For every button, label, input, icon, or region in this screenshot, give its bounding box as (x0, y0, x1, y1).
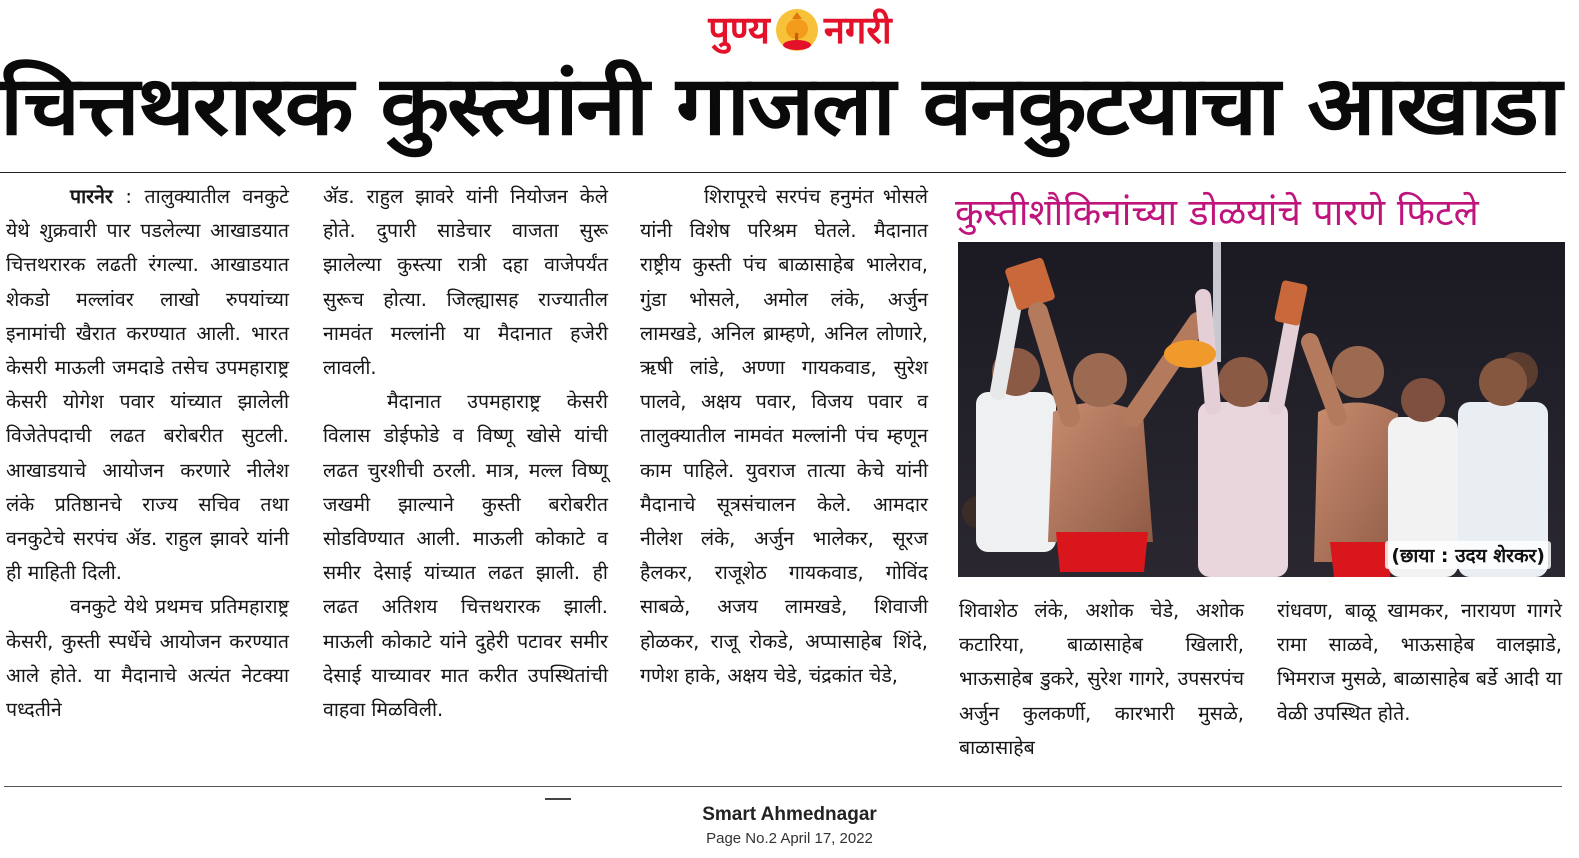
paragraph: : तालुक्यातील वनकुटे येथे शुक्रवारी पार पडलेल्या आखाडयात चित्तथरारक लढती रंगल्या. आखाडयात शेकडो मल्लांवर लाखो रुपयांच्या इनामांची खैरात करण्यात आली. भारत केसरी माऊली जमदाडे तसेच उपमहाराष्ट्र केसरी योगेश पवार यांच्यात झालेली विजेतेपदाची लढत बरोबरीत सुटली. आखाडयाचे आयोजन करणारे नीलेश लंके प्रतिष्ठानचे राज्य सचिव तथा वनकुटेचे सरपंच ॲड. राहुल झावरे यांनी ही माहिती दिली. (6, 185, 289, 585)
paragraph: शिरापूरचे सरपंच हनुमंत भोसले यांनी विशेष परिश्रम घेतले. मैदानात राष्ट्रीय कुस्ती पंच बाळासाहेब भालेराव, गुंडा भोसले, अमोल लंके, अर्जुन लामखडे, अनिल ब्राम्हणे, अनिल लोणारे, ऋषी लांडे, अण्णा गायकवाड, सुरेश पालवे, अक्षय पवार, विजय पवार व तालुक्यातील नामवंत मल्लांनी पंच म्हणून काम पाहिले. युवराज तात्या केचे यांनी मैदानाचे सूत्रसंचालन केले. आमदार नीलेश लंके, अर्जुन भालेकर, सूरज हैलकर, राजूशेठ गायकवाड, गोविंद साबळे, अजय लामखडे, शिवाजी होळकर, राजू रोकडे, अप्पासाहेब शिंदे, गणेश हाके, अक्षय चेडे, चंद्रकांत चेडे, (640, 185, 928, 687)
paragraph: शिवाशेठ लंके, अशोक चेडे, अशोक कटारिया, बाळासाहेब खिलारी, भाऊसाहेब डुकरे, सुरेश गागरे, उपसरपंच अर्जुन कुलकर्णी, कारभारी मुसळे, बाळासाहेब (959, 599, 1244, 759)
masthead-left-text: पुण्य (708, 8, 770, 52)
paragraph: मैदानात उपमहाराष्ट्र केसरी विलास डोईफोडे व विष्णू खोसे यांची लढत चुरशीची ठरली. मात्र, मल्ल विष्णू जखमी झाल्याने कुस्ती बरोबरीत सोडविण्यात आली. माऊली कोकाटे व समीर देसाई यांच्यात लढत झाली. ही लढत अतिशय चित्तथरारक झाली. माऊली कोकाटे यांने दुहेरी पटावर समीर देसाई याच्यावर मात करीत उपस्थितांची वाहवा मिळविली. (323, 390, 608, 722)
footer-short-rule (545, 798, 571, 800)
article-column-2 (323, 180, 608, 727)
headline: चित्तथरारक कुस्त्यांनी गाजला वनकुटयाचा आखाडा (0, 59, 1560, 154)
paragraph: रांधवण, बाळू खामकर, नारायण गागरे रामा साळवे, भाऊसाहेब वालझाडे, भिमराज मुसळे, बाळासाहेब बर्डे आदी या वेळी उपस्थित होते. (1277, 599, 1562, 725)
photo-credit: (छाया : उदय शेरकर) (1385, 541, 1551, 569)
paragraph: वनकुटे येथे प्रथमच प्रतिमहाराष्ट्र केसरी, कुस्ती स्पर्धेचे आयोजन करण्यात आले होते. या मैदानाचे अत्यंत नेटक्या पध्दतीने (6, 595, 289, 722)
wrestlers-photo (958, 242, 1565, 577)
paragraph: ॲड. राहुल झावरे यांनी नियोजन केले होते. दुपारी साडेचार वाजता सुरू झालेल्या कुस्त्या रात्री दहा वाजेपर्यंत सुरूच होत्या. जिल्ह्यासह राज्यातील नामवंत मल्लांनी या मैदानात हजेरी लावली. (323, 185, 608, 380)
masthead-right-text: नगरी (823, 8, 892, 52)
article-column-3 (640, 180, 928, 693)
footer-page-info: Page No.2 April 17, 2022 (706, 830, 873, 847)
article-column-1 (6, 180, 289, 727)
sub-headline: कुस्तीशौकिनांच्या डोळयांचे पारणे फिटले (955, 191, 1479, 234)
newspaper-masthead (660, 4, 940, 56)
headline-rule (0, 172, 1566, 173)
footer-brand: Smart Ahmednagar (702, 804, 877, 825)
article-column-4 (959, 594, 1244, 765)
article-column-5 (1277, 594, 1562, 731)
wrestlers-photo-image (958, 242, 1565, 577)
dateline: पारनेर (70, 185, 113, 208)
ganesha-logo-icon (774, 7, 820, 53)
footer-rule (4, 786, 1562, 787)
